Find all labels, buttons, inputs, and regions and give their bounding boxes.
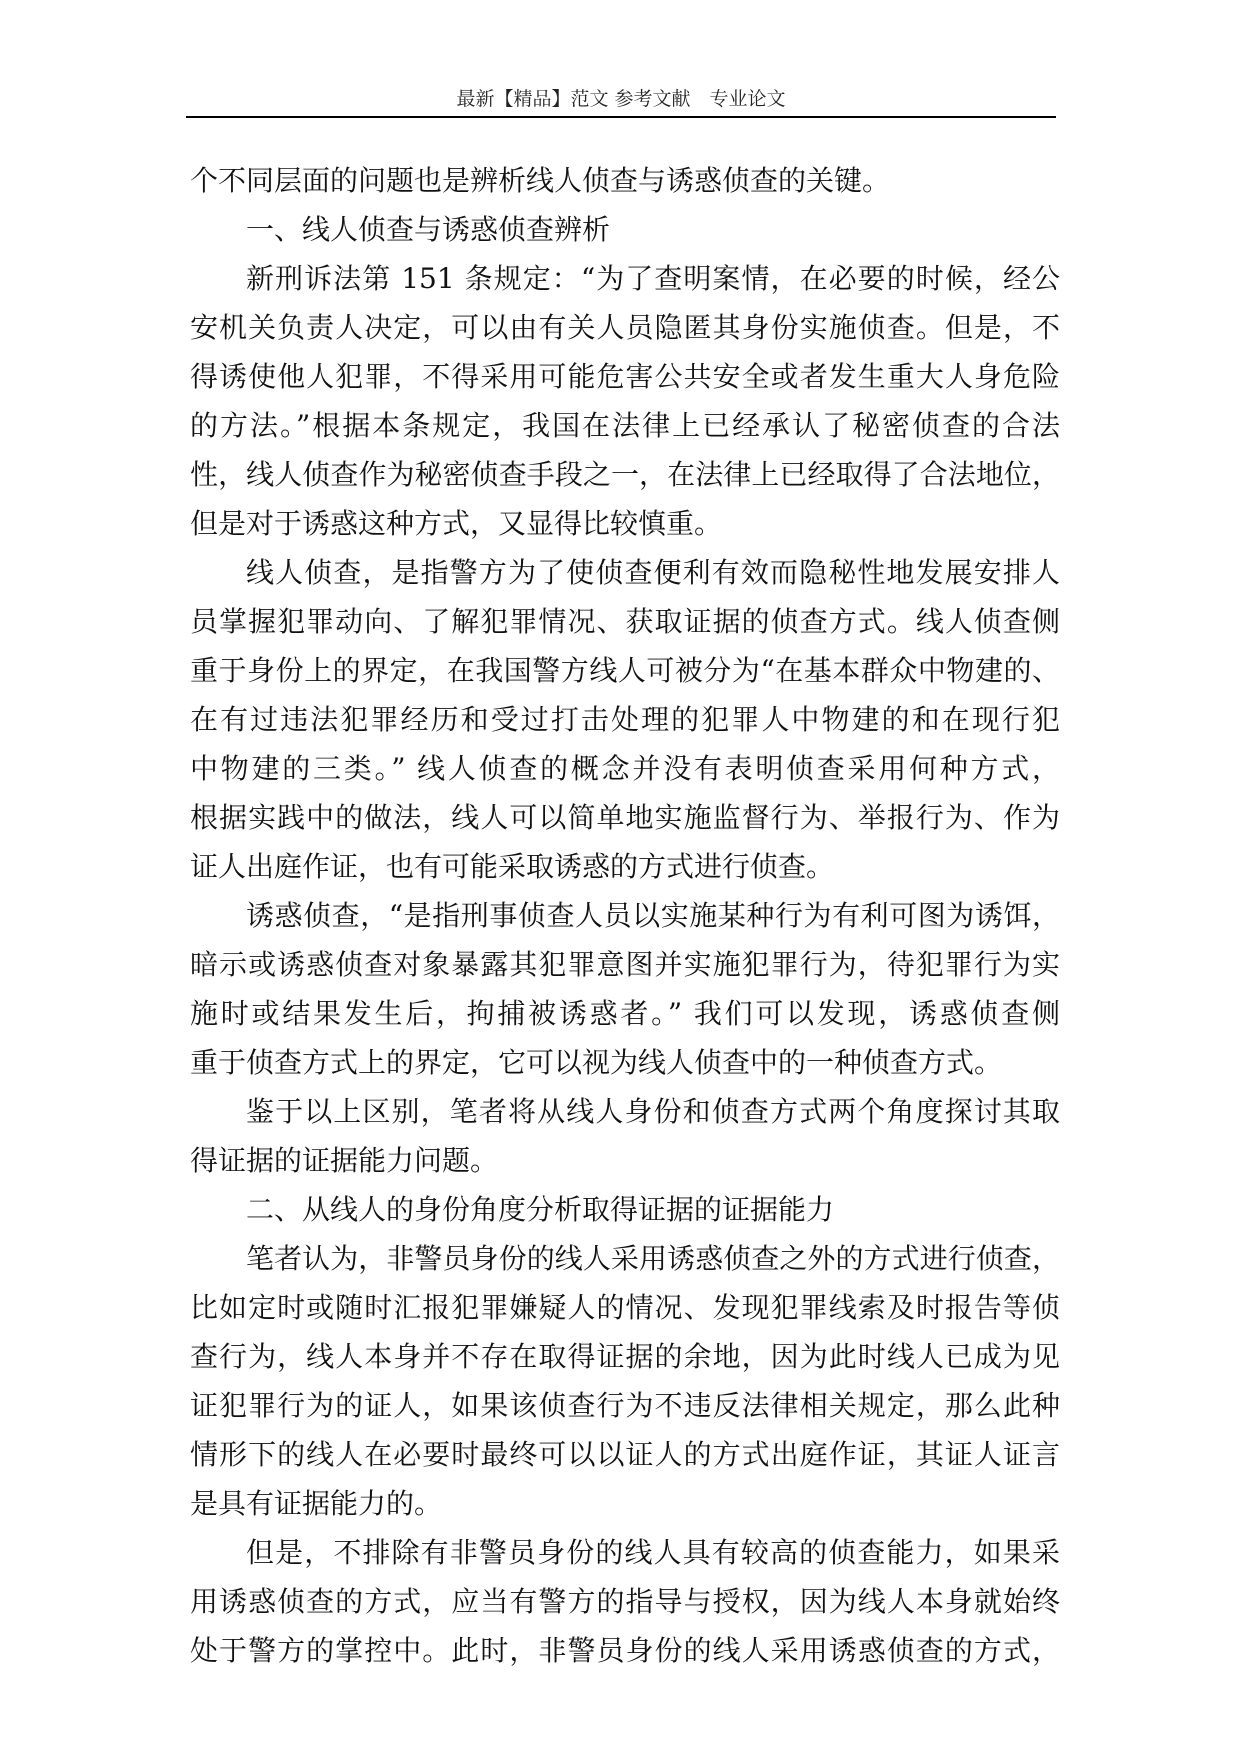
text-line: 比如定时或随时汇报犯罪嫌疑人的情况、发现犯罪线索及时报告等侦: [190, 1291, 1060, 1324]
text-line: 二、从线人的身份角度分析取得证据的证据能力: [246, 1193, 835, 1226]
text-line: 证犯罪行为的证人，如果该侦查行为不违反法律相关规定，那么此种: [190, 1389, 1060, 1422]
text-line: 查行为，线人本身并不存在取得证据的余地，因为此时线人已成为见: [190, 1340, 1060, 1373]
text-line: 在有过违法犯罪经历和受过打击处理的犯罪人中物建的和在现行犯: [190, 703, 1060, 736]
text-line: 中物建的三类。” 线人侦查的概念并没有表明侦查采用何种方式，: [190, 752, 1060, 785]
text-line: 施时或结果发生后，拘捕被诱惑者。” 我们可以发现，诱惑侦查侧: [190, 997, 1060, 1030]
text-line: 性，线人侦查作为秘密侦查手段之一，在法律上已经取得了合法地位，: [190, 458, 1060, 491]
text-line: 诱惑侦查，“是指刑事侦查人员以实施某种行为有利可图为诱饵，: [246, 899, 1060, 932]
text-line: 情形下的线人在必要时最终可以以证人的方式出庭作证，其证人证言: [190, 1438, 1060, 1471]
text-line: 的方法。”根据本条规定，我国在法律上已经承认了秘密侦查的合法: [190, 409, 1060, 442]
text-line: 线人侦查，是指警方为了使侦查便利有效而隐秘性地发展安排人: [246, 556, 1060, 589]
text-line: 暗示或诱惑侦查对象暴露其犯罪意图并实施犯罪行为，待犯罪行为实: [190, 948, 1060, 981]
text-line: 重于身份上的界定，在我国警方线人可被分为“在基本群众中物建的、: [190, 654, 1060, 687]
text-line: 根据实践中的做法，线人可以简单地实施监督行为、举报行为、作为: [190, 801, 1060, 834]
text-line: 员掌握犯罪动向、了解犯罪情况、获取证据的侦查方式。线人侦查侧: [190, 605, 1060, 638]
text-line: 是具有证据能力的。: [190, 1487, 443, 1520]
body-text: [190, 156, 1060, 1675]
text-line: 个不同层面的问题也是辨析线人侦查与诱惑侦查的关键。: [190, 164, 891, 197]
text-line: 安机关负责人决定，可以由有关人员隐匿其身份实施侦查。但是，不: [190, 311, 1060, 344]
text-line: 得诱使他人犯罪，不得采用可能危害公共安全或者发生重大人身危险: [190, 360, 1060, 393]
text-line: 但是对于诱惑这种方式，又显得比较慎重。: [190, 507, 723, 540]
text-line: 一、线人侦查与诱惑侦查辨析: [246, 213, 611, 246]
page-header: 最新【精品】范文 参考文献 专业论文: [456, 88, 786, 110]
text-line: 证人出庭作证，也有可能采取诱惑的方式进行侦查。: [190, 850, 835, 883]
text-line: 处于警方的掌控中。此时，非警员身份的线人采用诱惑侦查的方式，: [190, 1634, 1060, 1667]
text-line: 笔者认为，非警员身份的线人采用诱惑侦查之外的方式进行侦查，: [246, 1242, 1060, 1275]
text-line: 重于侦查方式上的界定，它可以视为线人侦查中的一种侦查方式。: [190, 1046, 1003, 1079]
text-line: 用诱惑侦查的方式，应当有警方的指导与授权，因为线人本身就始终: [190, 1585, 1060, 1618]
text-line: 但是，不排除有非警员身份的线人具有较高的侦查能力，如果采: [246, 1536, 1060, 1569]
header-divider: [186, 116, 1056, 118]
text-line: 鉴于以上区别，笔者将从线人身份和侦查方式两个角度探讨其取: [246, 1095, 1060, 1128]
text-line: 新刑诉法第 151 条规定：“为了查明案情，在必要的时候，经公: [246, 262, 1060, 295]
text-line: 得证据的证据能力问题。: [190, 1144, 499, 1177]
